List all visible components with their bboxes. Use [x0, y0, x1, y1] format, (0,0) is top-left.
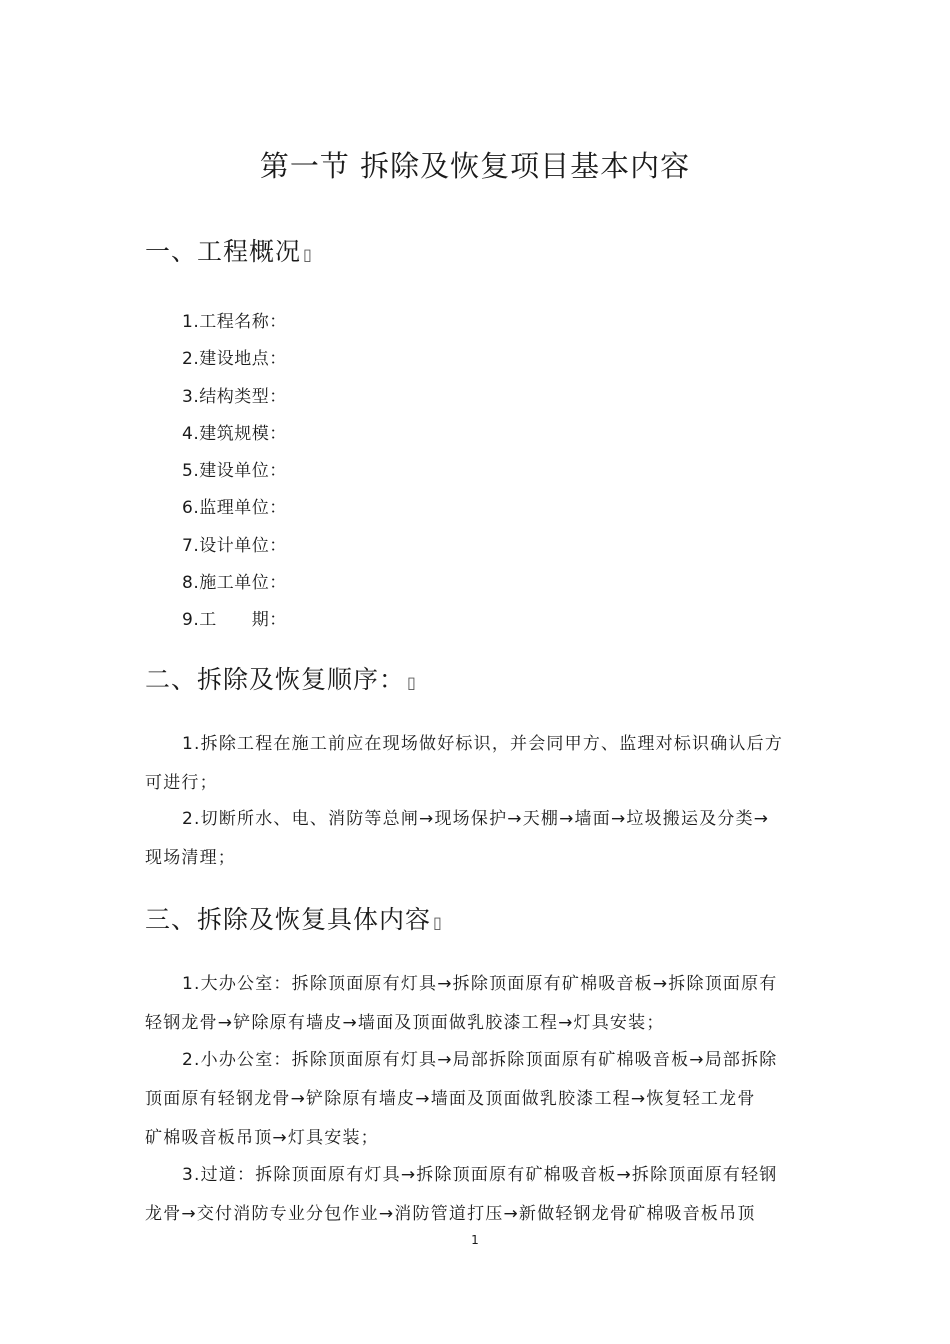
list-item-structure-type: 3.结构类型：	[182, 387, 287, 407]
paragraph-line: 3.过道：拆除顶面原有灯具→拆除顶面原有矿棉吸音板→拆除顶面原有轻钢	[182, 1165, 778, 1185]
section-heading-overview	[145, 232, 313, 268]
paragraph-line: 顶面原有轻钢龙骨→铲除原有墙皮→墙面及顶面做乳胶漆工程→恢复轻工龙骨	[145, 1089, 756, 1109]
paragraph-line: 矿棉吸音板吊顶→灯具安装；	[145, 1128, 379, 1148]
list-item-project-name: 1.工程名称：	[182, 312, 287, 332]
paragraph-line: 1.拆除工程在施工前应在现场做好标识，并会同甲方、监理对标识确认后方	[182, 734, 784, 754]
page-number: 1	[471, 1233, 479, 1247]
section-heading-sequence	[145, 660, 417, 696]
paragraph-line: 现场清理；	[145, 848, 236, 868]
paragraph-line: 2.小办公室：拆除顶面原有灯具→局部拆除顶面原有矿棉吸音板→局部拆除	[182, 1050, 778, 1070]
list-item-contractor: 8.施工单位：	[182, 573, 287, 593]
page-title: 第一节 拆除及恢复项目基本内容	[259, 149, 691, 183]
paragraph	[145, 800, 810, 878]
list-item-building-scale: 4.建筑规模：	[182, 424, 287, 444]
section-heading-details	[145, 900, 443, 936]
paragraph-line: 2.切断所水、电、消防等总闸→现场保护→天棚→墙面→垃圾搬运及分类→	[182, 809, 770, 829]
section-heading-text: 一、工程概况	[145, 237, 302, 266]
paragraph-mark-icon: ▯	[303, 245, 313, 264]
paragraph-mark-icon: ▯	[407, 673, 417, 692]
paragraph-line: 1.大办公室：拆除顶面原有灯具→拆除顶面原有矿棉吸音板→拆除顶面原有	[182, 974, 778, 994]
paragraph	[145, 1156, 810, 1234]
paragraph	[145, 725, 810, 803]
paragraph-line: 龙骨→交付消防专业分包作业→消防管道打压→新做轻钢龙骨矿棉吸音板吊顶	[145, 1204, 756, 1224]
list-item-designer: 7.设计单位：	[182, 536, 287, 556]
list-item-supervisor: 6.监理单位：	[182, 498, 287, 518]
paragraph-mark-icon: ▯	[433, 913, 443, 932]
section-heading-text: 三、拆除及恢复具体内容	[145, 905, 432, 934]
list-item-owner: 5.建设单位：	[182, 461, 287, 481]
paragraph-line: 轻钢龙骨→铲除原有墙皮→墙面及顶面做乳胶漆工程→灯具安装；	[145, 1013, 665, 1033]
list-item-duration: 9.工 期：	[182, 610, 287, 630]
paragraph	[145, 965, 810, 1043]
paragraph-line: 可进行；	[145, 773, 218, 793]
paragraph	[145, 1041, 810, 1158]
list-item-location: 2.建设地点：	[182, 349, 287, 369]
section-heading-text: 二、拆除及恢复顺序：	[145, 665, 406, 694]
